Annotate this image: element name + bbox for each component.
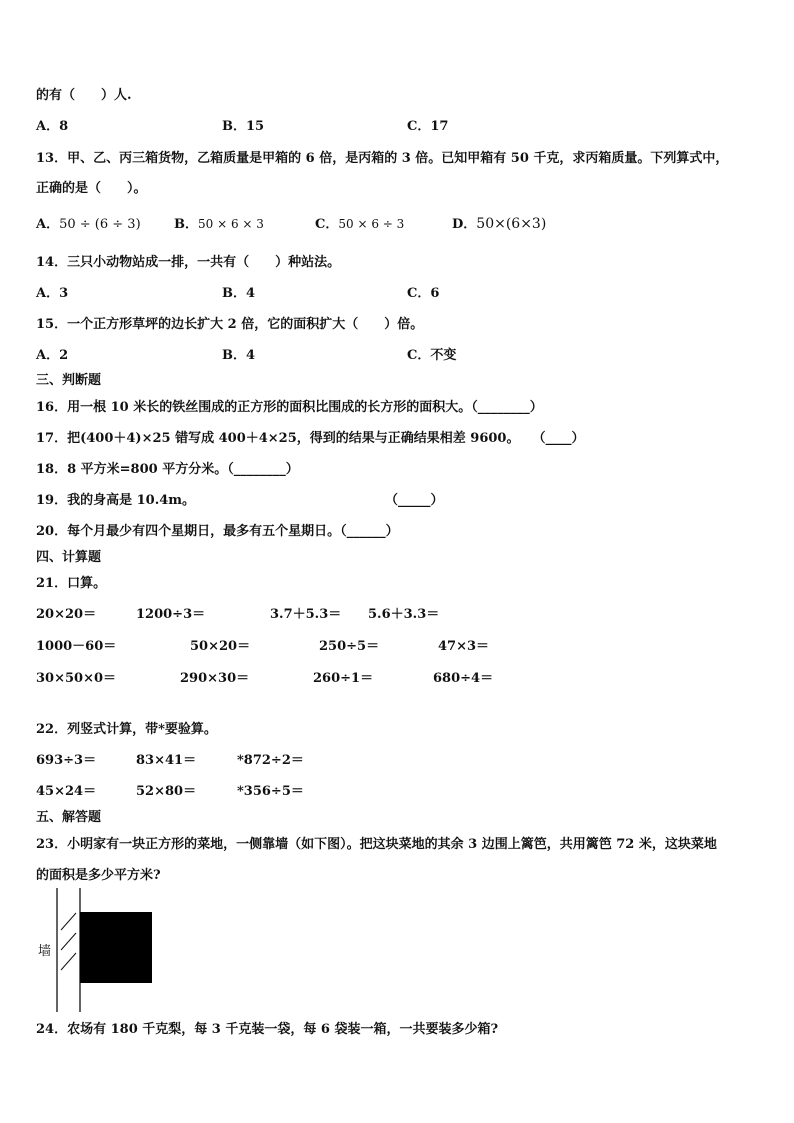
q12-tail: 的有（ ）人. bbox=[36, 88, 132, 103]
q18: 18．8 平方米=800 平方分米。（________） bbox=[36, 462, 299, 477]
q13-option-c-label: C． bbox=[315, 217, 339, 232]
section-word-problems-heading: 五、解答题 bbox=[36, 810, 102, 825]
wall-hatch bbox=[61, 933, 76, 950]
q23-stem-line2: 的面积是多少平方米? bbox=[36, 868, 161, 883]
q21-item: 50×20＝ bbox=[190, 639, 251, 654]
q13-option-b-expr: 50 × 6 × 3 bbox=[198, 217, 264, 231]
q20: 20．每个月最少有四个星期日，最多有五个星期日。（______） bbox=[36, 524, 399, 539]
q21-item: 260÷1＝ bbox=[313, 671, 374, 686]
q17: 17．把(400＋4)×25 错写成 400＋4×25，得到的结果与正确结果相差 9600。 （____） bbox=[36, 431, 585, 446]
q21-item: 1000－60＝ bbox=[36, 639, 117, 654]
q14-stem: 14．三只小动物站成一排，一共有（ ）种站法。 bbox=[36, 255, 341, 270]
q15-option-a: A．2 bbox=[36, 348, 69, 363]
wall-label: 墙 bbox=[38, 944, 52, 959]
q22-item: *356÷5＝ bbox=[237, 784, 304, 799]
section-calculation-heading: 四、计算题 bbox=[36, 550, 102, 565]
q14-option-c: C．6 bbox=[407, 286, 440, 301]
q13-stem-line1: 13．甲、乙、丙三箱货物，乙箱质量是甲箱的 6 倍，是丙箱的 3 倍。已知甲箱有 50 千克，求丙箱质量。下列算式中， bbox=[36, 151, 729, 166]
q14-option-a: A．3 bbox=[36, 286, 69, 301]
q21-item: 3.7＋5.3＝ bbox=[270, 607, 342, 622]
q13-option-a bbox=[36, 213, 141, 232]
wall-hatch bbox=[61, 913, 76, 930]
q16: 16．用一根 10 米长的铁丝围成的正方形的面积比围成的长方形的面积大。（________） bbox=[36, 400, 543, 415]
q22-title: 22．列竖式计算，带*要验算。 bbox=[36, 722, 217, 737]
q22-item: 52×80＝ bbox=[136, 784, 197, 799]
garden-wall-diagram bbox=[36, 888, 166, 1016]
q15-option-c: C．不变 bbox=[407, 348, 457, 363]
q21-item: 1200÷3＝ bbox=[136, 607, 206, 622]
q13-option-b bbox=[174, 213, 264, 232]
q14-option-b: B．4 bbox=[222, 286, 256, 301]
wall-hatch bbox=[61, 953, 76, 970]
q12-option-a: A．8 bbox=[36, 119, 69, 134]
q13-option-c bbox=[315, 213, 404, 232]
q21-item: 30×50×0＝ bbox=[36, 671, 117, 686]
q13-stem-line2: 正确的是（ ）。 bbox=[36, 181, 147, 196]
q21-item: 680÷4＝ bbox=[433, 671, 494, 686]
q22-item: 693÷3＝ bbox=[36, 753, 97, 768]
q21-title: 21．口算。 bbox=[36, 576, 107, 591]
q13-option-c-expr: 50 × 6 ÷ 3 bbox=[338, 217, 405, 231]
q12-option-c: C．17 bbox=[407, 119, 449, 134]
q22-item: 45×24＝ bbox=[36, 784, 97, 799]
q19-blank: （_____） bbox=[385, 493, 444, 508]
q22-item: *872÷2＝ bbox=[237, 753, 304, 768]
square-garden bbox=[80, 912, 152, 983]
q13-option-d-label: D． bbox=[452, 217, 477, 232]
q13-option-d bbox=[452, 213, 546, 232]
q13-option-d-expr: 50×(6×3) bbox=[476, 216, 547, 232]
q19: 19．我的身高是 10.4m。 bbox=[36, 493, 196, 508]
q24: 24．农场有 180 千克梨，每 3 千克装一袋，每 6 袋装一箱，一共要装多少箱? bbox=[36, 1022, 499, 1037]
q21-item: 290×30＝ bbox=[180, 671, 250, 686]
q12-option-b: B．15 bbox=[222, 119, 265, 134]
q21-item: 47×3＝ bbox=[438, 639, 490, 654]
q23-stem-line1: 23．小明家有一块正方形的菜地，一侧靠墙（如下图）。把这块菜地的其余 3 边围上篱笆，共用篱笆 72 米，这块菜地 bbox=[36, 837, 717, 852]
section-judgement-heading: 三、判断题 bbox=[36, 373, 102, 388]
q13-option-a-label: A． bbox=[36, 217, 60, 232]
q13-option-b-label: B． bbox=[174, 217, 198, 232]
q21-item: 5.6＋3.3＝ bbox=[368, 607, 440, 622]
q15-option-b: B．4 bbox=[222, 348, 256, 363]
q13-option-a-expr: 50 ÷ (6 ÷ 3) bbox=[59, 217, 141, 232]
q15-stem: 15．一个正方形草坪的边长扩大 2 倍，它的面积扩大（ ）倍。 bbox=[36, 317, 424, 332]
q22-item: 83×41＝ bbox=[136, 753, 197, 768]
q21-item: 250÷5＝ bbox=[319, 639, 380, 654]
q21-item: 20×20＝ bbox=[36, 607, 97, 622]
